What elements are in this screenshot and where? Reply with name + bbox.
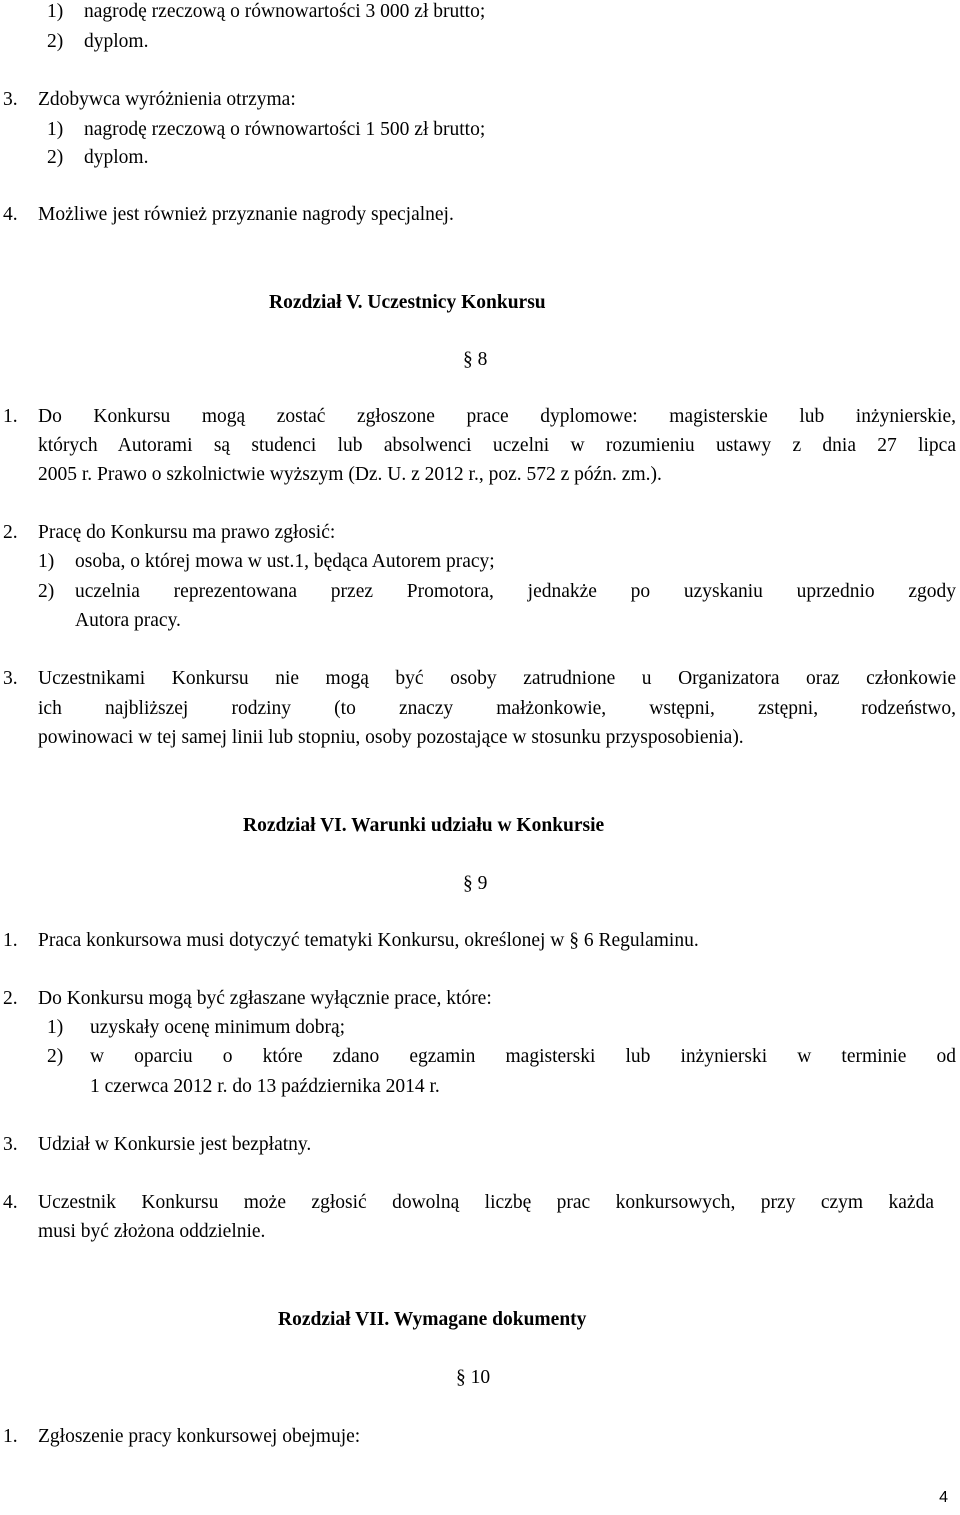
paragraph-number: 4. — [3, 1192, 18, 1213]
paragraph-number: 3. — [3, 1134, 18, 1155]
list-number: 1) — [47, 119, 64, 140]
section-sign: § 9 — [463, 873, 488, 894]
list-item-text: w oparciu o które zdano egzamin magisterski lub inżynierski w terminie od — [90, 1046, 956, 1067]
paragraph-number: 1. — [3, 406, 18, 427]
chapter-heading: Rozdział VI. Warunki udziału w Konkursie — [243, 815, 605, 836]
paragraph-text: Pracę do Konkursu ma prawo zgłosić: — [38, 522, 336, 543]
list-number: 2) — [47, 147, 64, 168]
list-item-text: uczelnia reprezentowana przez Promotora, jednakże po uzyskaniu uprzednio zgody — [75, 581, 956, 602]
paragraph-line: Uczestnik Konkursu może zgłosić dowolną liczbę prac konkursowych, przy czym każda — [38, 1192, 934, 1213]
paragraph-number: 3. — [3, 668, 18, 689]
paragraph-text: Zgłoszenie pracy konkursowej obejmuje: — [38, 1426, 361, 1447]
chapter-heading: Rozdział VII. Wymagane dokumenty — [278, 1309, 587, 1330]
paragraph-text: Do Konkursu mogą być zgłaszane wyłącznie prace, które: — [38, 988, 492, 1009]
list-item-text: osoba, o której mowa w ust.1, będąca Autorem pracy; — [75, 551, 495, 572]
list-item-text: uzyskały ocenę minimum dobrą; — [90, 1017, 346, 1038]
list-number: 2) — [47, 1046, 64, 1067]
paragraph-number: 4. — [3, 204, 18, 225]
paragraph-line: 2005 r. Prawo o szkolnictwie wyższym (Dz. U. z 2012 r., poz. 572 z późn. zm.). — [38, 464, 662, 485]
list-item-text: dyplom. — [84, 147, 149, 168]
paragraph-text: Praca konkursowa musi dotyczyć tematyki Konkursu, określonej w § 6 Regulaminu. — [38, 930, 699, 951]
section-sign: § 10 — [456, 1367, 491, 1388]
paragraph-line: których Autorami są studenci lub absolwenci uczelni w rozumieniu ustawy z dnia 27 lipca — [38, 435, 956, 456]
paragraph-line: musi być złożona oddzielnie. — [38, 1221, 266, 1242]
section-sign: § 8 — [463, 349, 488, 370]
list-number: 1) — [38, 551, 55, 572]
list-item-text: dyplom. — [84, 31, 149, 52]
paragraph-number: 2. — [3, 522, 18, 543]
paragraph-number: 2. — [3, 988, 18, 1009]
paragraph-line: Uczestnikami Konkursu nie mogą być osoby zatrudnione u Organizatora oraz członkowie — [38, 668, 956, 689]
paragraph-line: Do Konkursu mogą zostać zgłoszone prace dyplomowe: magisterskie lub inżynierskie, — [38, 406, 956, 427]
list-number: 2) — [47, 31, 64, 52]
paragraph-line: ich najbliższej rodziny (to znaczy małżonkowie, wstępni, zstępni, rodzeństwo, — [38, 698, 956, 719]
paragraph-number: 1. — [3, 930, 18, 951]
page-number: 4 — [939, 1489, 948, 1506]
list-item-text: 1 czerwca 2012 r. do 13 października 2014 r. — [90, 1076, 440, 1097]
paragraph-text: Udział w Konkursie jest bezpłatny. — [38, 1134, 312, 1155]
chapter-heading: Rozdział V. Uczestnicy Konkursu — [269, 292, 546, 313]
paragraph-number: 3. — [3, 89, 18, 110]
list-number: 2) — [38, 581, 55, 602]
paragraph-line: powinowaci w tej samej linii lub stopniu, osoby pozostające w stosunku przysposobienia). — [38, 727, 744, 748]
list-item-text: Autora pracy. — [75, 610, 181, 631]
paragraph-text: Zdobywca wyróżnienia otrzyma: — [38, 89, 296, 110]
list-number: 1) — [47, 1017, 64, 1038]
paragraph-number: 1. — [3, 1426, 18, 1447]
list-item-text: nagrodę rzeczową o równowartości 1 500 zł brutto; — [84, 119, 486, 140]
list-number: 1) — [47, 1, 64, 22]
list-item-text: nagrodę rzeczową o równowartości 3 000 zł brutto; — [84, 1, 486, 22]
paragraph-text: Możliwe jest również przyznanie nagrody specjalnej. — [38, 204, 454, 225]
